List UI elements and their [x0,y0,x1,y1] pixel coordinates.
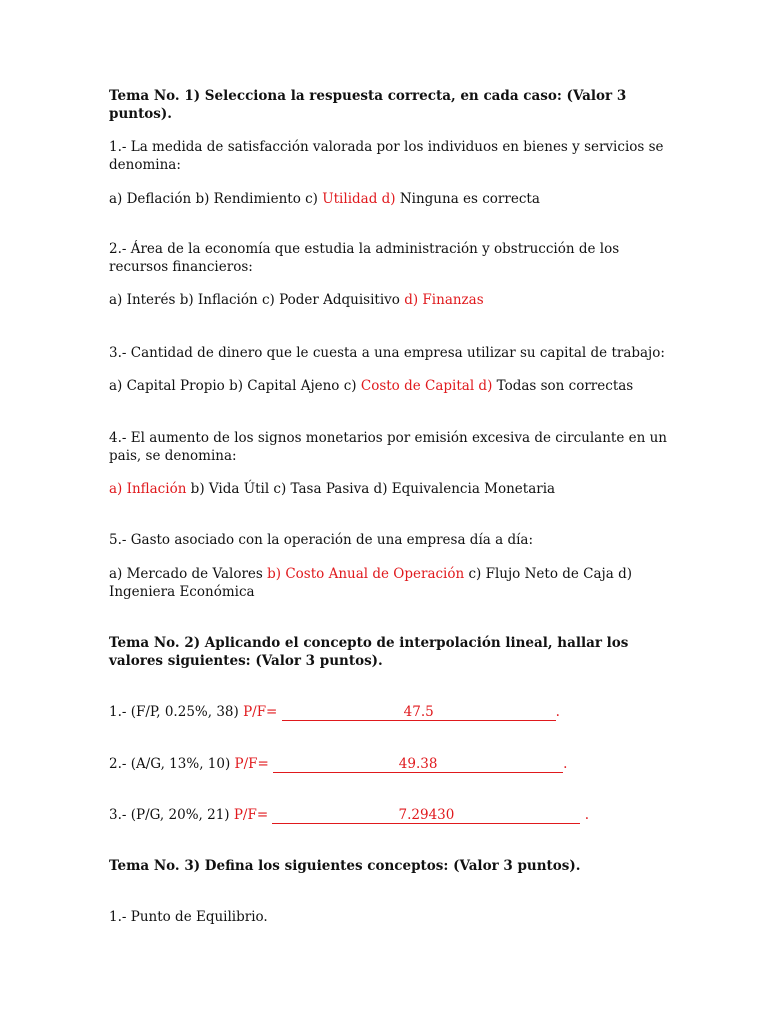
tema2-answer-2: 49.38 [273,757,563,773]
tema2-item-pf: P/F= [243,704,282,720]
tema2-item-2 [109,755,669,773]
tema2-item-pf: P/F= [234,756,274,772]
q2-options [109,291,669,309]
tema3-item-1: 1.- Punto de Equilibrio. [109,909,268,925]
q3-options-before: a) Capital Propio b) Capital Ajeno c) [109,378,361,394]
tema2-item-end: . [580,807,590,823]
q3-options [109,377,669,395]
tema2-item-pf: P/F= [233,807,273,823]
tema2-item-1 [109,703,669,721]
q1-answer: Utilidad d) [322,191,396,207]
q3-question: 3.- Cantidad de dinero que le cuesta a una empresa utilizar su capital de trabajo: [109,345,665,361]
q2-answer: d) Finanzas [404,292,484,308]
q1-question: 1.- La medida de satisfacción valorada por los individuos en bienes y servicios se denomina: [109,139,668,173]
tema2-item-end: . [563,756,568,772]
tema2-item-label: 3.- (P/G, 20%, 21) [109,807,234,823]
tema2-item-label: 2.- (A/G, 13%, 10) [109,756,235,772]
tema2-heading: Tema No. 2) Aplicando el concepto de interpolación lineal, hallar los valores siguientes: (Valor 3 puntos). [109,635,634,669]
q1-options [109,190,669,208]
tema2-item-label: 1.- (F/P, 0.25%, 38) [109,704,244,720]
q5-options-before: a) Mercado de Valores [109,566,268,582]
q3-options-after: Todas son correctas [492,378,634,394]
q4-answer: a) Inflación [109,481,187,497]
tema1-heading: Tema No. 1) Selecciona la respuesta correcta, en cada caso: (Valor 3 puntos). [109,88,631,122]
q5-answer: b) Costo Anual de Operación [267,566,465,582]
q1-options-before: a) Deflación b) Rendimiento c) [109,191,323,207]
q4-options-after: b) Vida Útil c) Tasa Pasiva d) Equivalencia Monetaria [186,481,556,497]
q5-options [109,565,669,601]
q5-options-after: c) Flujo Neto de Caja d) Ingeniera Económica [109,566,637,600]
q3-answer: Costo de Capital d) [360,378,493,394]
q5-question: 5.- Gasto asociado con la operación de una empresa día a día: [109,532,534,548]
tema2-item-end: . [555,704,560,720]
q1-options-after: Ninguna es correcta [395,191,540,207]
tema2-answer-1: 47.5 [282,705,556,721]
q4-options [109,480,669,498]
q4-question: 4.- El aumento de los signos monetarios por emisión excesiva de circulante en un pais, se denomina: [109,430,672,464]
tema2-item-3 [109,806,669,824]
q2-options-before: a) Interés b) Inflación c) Poder Adquisitivo [109,292,405,308]
tema3-heading: Tema No. 3) Defina los siguientes conceptos: (Valor 3 puntos). [109,858,581,874]
tema2-answer-3: 7.29430 [272,808,580,824]
q2-question: 2.- Área de la economía que estudia la administración y obstrucción de los recursos financieros: [109,241,624,275]
